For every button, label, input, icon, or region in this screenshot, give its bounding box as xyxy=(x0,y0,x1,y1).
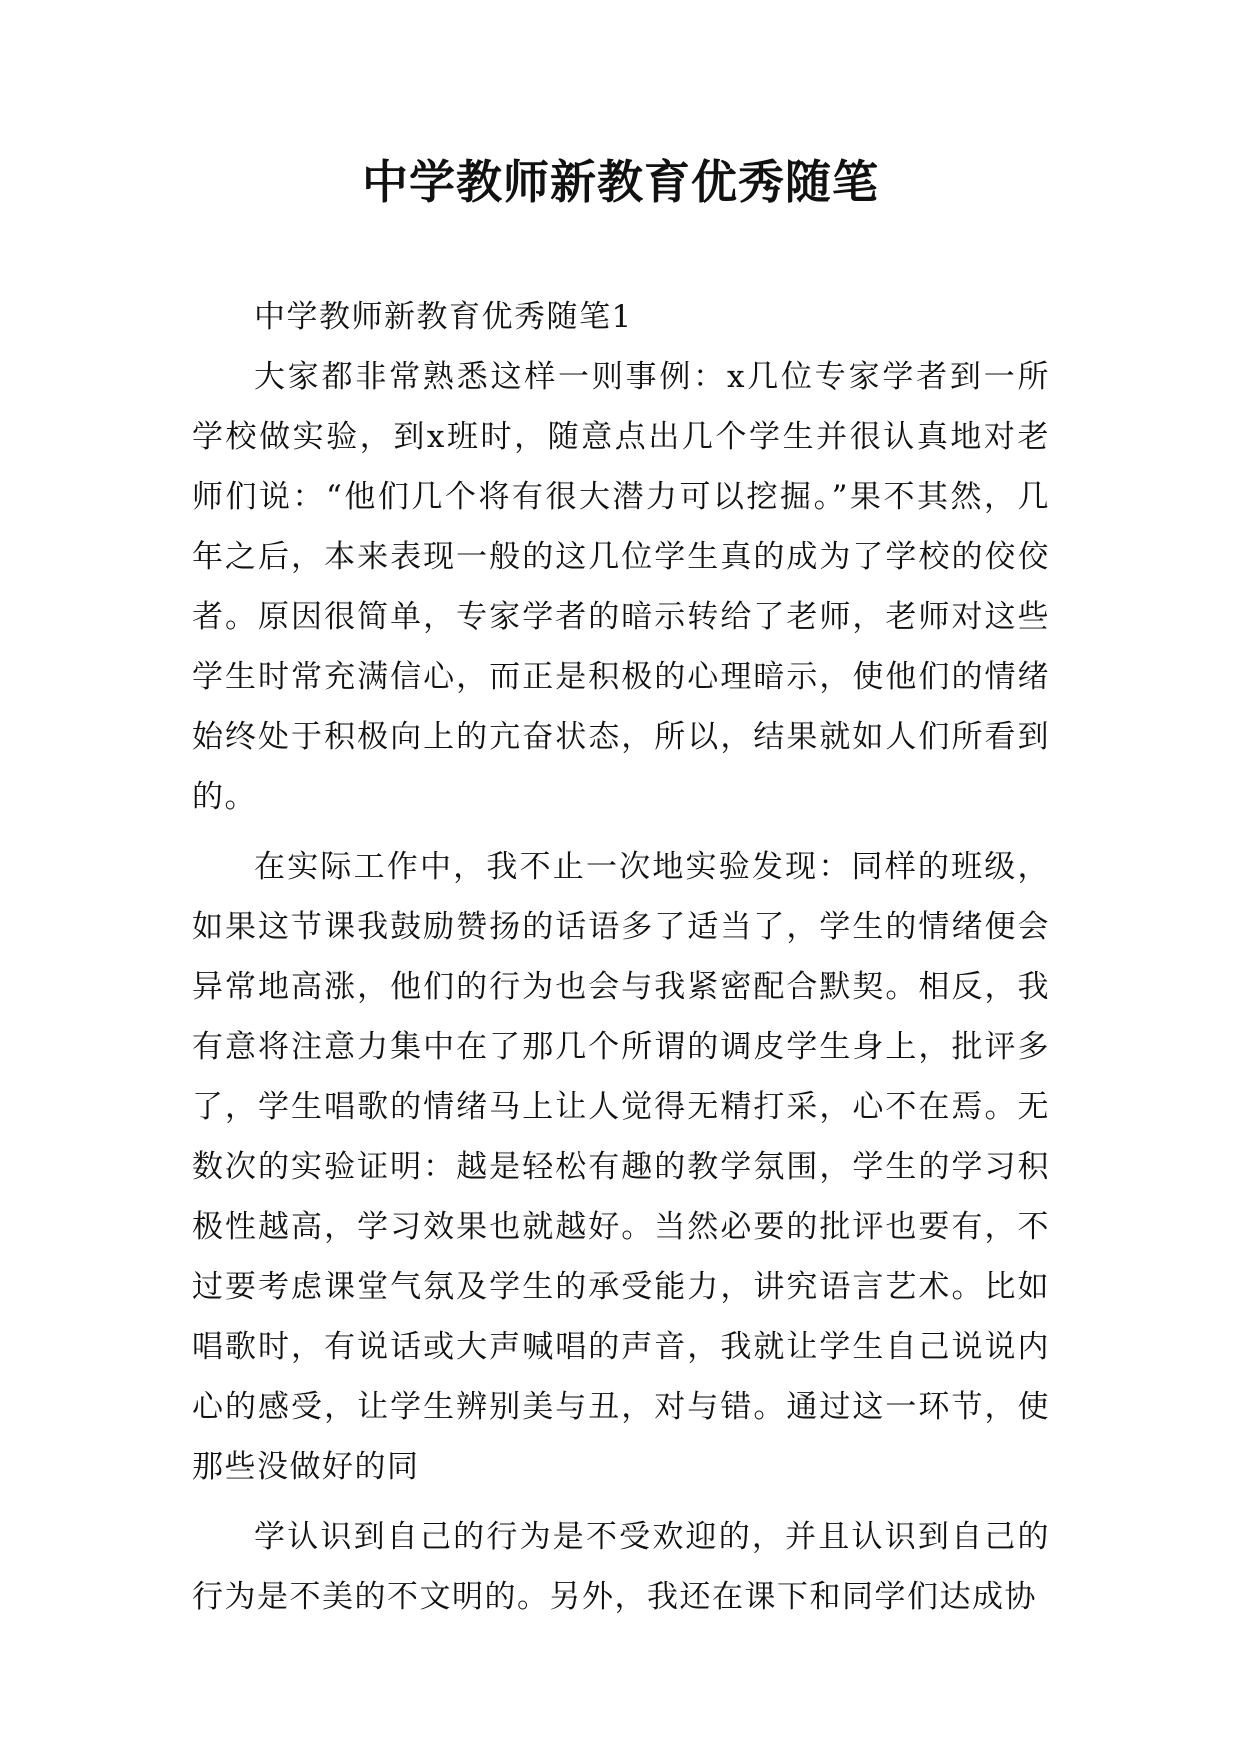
paragraph-3: 学认识到自己的行为是不受欢迎的，并且认识到自己的行为是不美的不文明的。另外，我还在课下和同学们达成协 xyxy=(192,1519,1050,1615)
paragraph-2: 在实际工作中，我不止一次地实验发现：同样的班级，如果这节课我鼓励赞扬的话语多了适当了，学生的情绪便会异常地高涨，他们的行为也会与我紧密配合默契。相反，我有意将注意力集中在了那几个所谓的调皮学生身上，批评多了，学生唱歌的情绪马上让人觉得无精打采，心不在焉。无数次的实验证明：越是轻松有趣的教学氛围，学生的学习积极性越高，学习效果也就越好。当然必要的批评也要有，不过要考虑课堂气氛及学生的承受能力，讲究语言艺术。比如唱歌时，有说话或大声喊唱的声音，我就让学生自己说说内心的感受，让学生辨别美与丑，对与错。通过这一环节，使那些没做好的同 xyxy=(192,849,1050,1485)
section-heading: 中学教师新教育优秀随笔1 xyxy=(254,299,633,335)
document-body xyxy=(192,287,1050,1627)
document-title: 中学教师新教育优秀随笔 xyxy=(362,155,879,209)
paragraph-1: 大家都非常熟悉这样一则事例：x几位专家学者到一所学校做实验，到x班时，随意点出几个学生并很认真地对老师们说：“他们几个将有很大潜力可以挖掘。”果不其然，几年之后，本来表现一般的这几位学生真的成为了学校的佼佼者。原因很简单，专家学者的暗示转给了老师，老师对这些学生时常充满信心，而正是积极的心理暗示，使他们的情绪始终处于积极向上的亢奋状态，所以，结果就如人们所看到的。 xyxy=(192,359,1050,815)
